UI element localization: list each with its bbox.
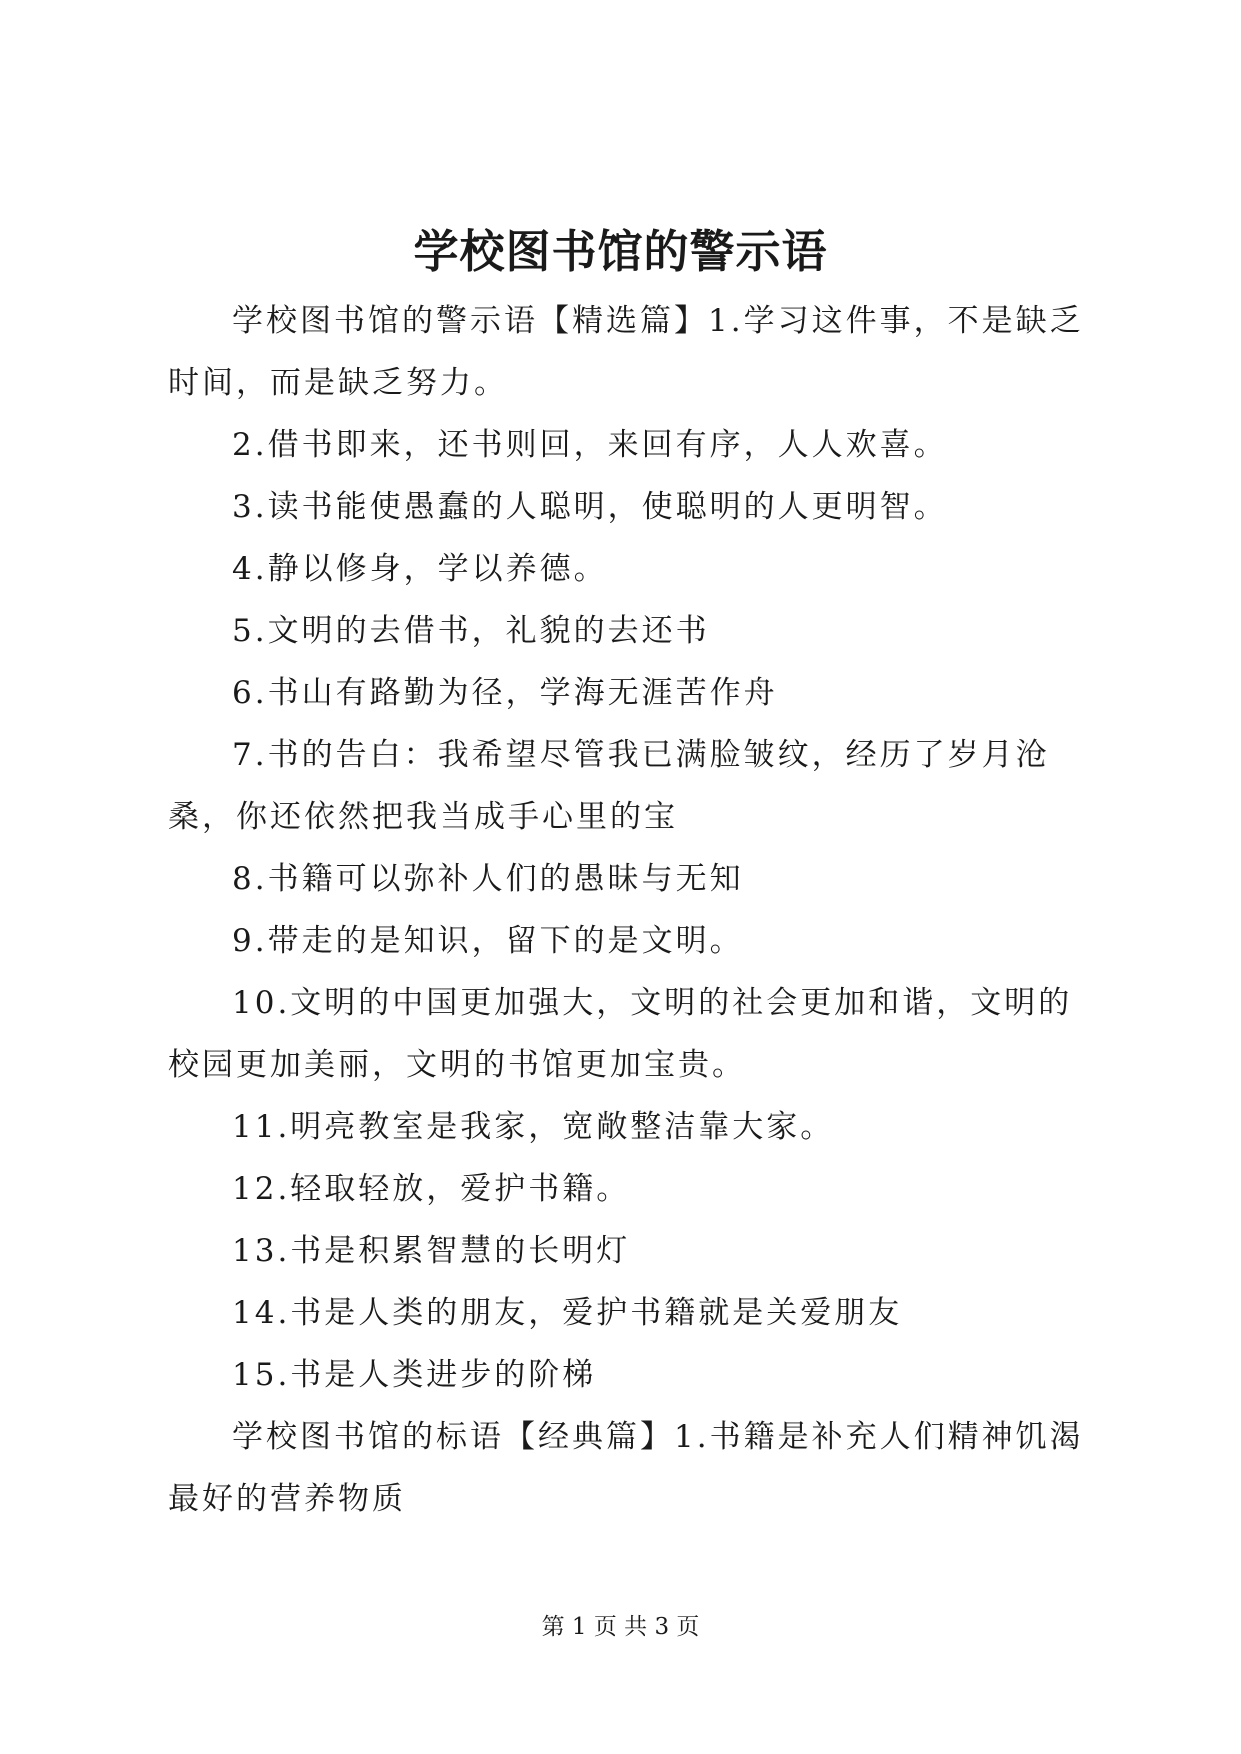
paragraph: 9.带走的是知识，留下的是文明。 [232,923,744,959]
paragraph: 11.明亮教室是我家，宽敞整洁靠大家。 [232,1109,835,1145]
paragraph: 10.文明的中国更加强大，文明的社会更加和谐，文明的校园更加美丽，文明的书馆更加宝贵。 [168,985,1073,1083]
paragraph: 8.书籍可以弥补人们的愚昧与无知 [232,861,744,897]
paragraph: 5.文明的去借书，礼貌的去还书 [232,613,710,649]
document-title: 学校图书馆的警示语 [413,225,828,278]
paragraph: 14.书是人类的朋友，爱护书籍就是关爱朋友 [232,1295,903,1331]
paragraph: 13.书是积累智慧的长明灯 [232,1233,631,1269]
paragraph: 2.借书即来，还书则回，来回有序，人人欢喜。 [232,427,948,463]
paragraph: 学校图书馆的警示语【精选篇】1.学习这件事，不是缺乏时间，而是缺乏努力。 [168,303,1084,401]
document-body [168,290,1086,1530]
paragraph: 15.书是人类进步的阶梯 [232,1357,597,1393]
paragraph: 学校图书馆的标语【经典篇】1.书籍是补充人们精神饥渴最好的营养物质 [168,1419,1084,1517]
paragraph: 7.书的告白：我希望尽管我已满脸皱纹，经历了岁月沧桑，你还依然把我当成手心里的宝 [168,737,1050,835]
page-footer: 第 1 页 共 3 页 [541,1614,700,1640]
paragraph: 6.书山有路勤为径，学海无涯苦作舟 [232,675,778,711]
paragraph: 4.静以修身，学以养德。 [232,551,608,587]
paragraph: 3.读书能使愚蠢的人聪明，使聪明的人更明智。 [232,489,948,525]
paragraph: 12.轻取轻放，爱护书籍。 [232,1171,631,1207]
